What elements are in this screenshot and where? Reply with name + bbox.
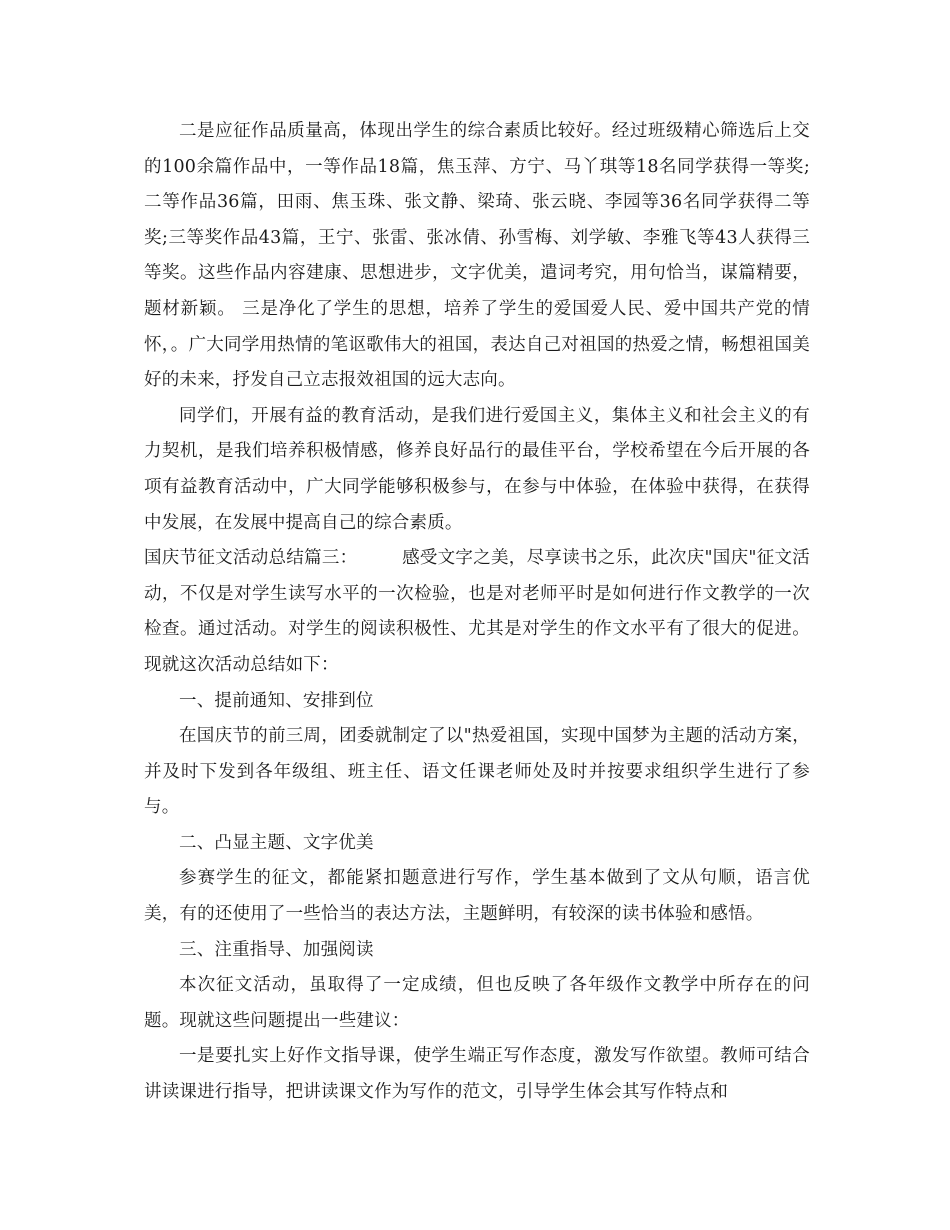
section-heading-guidance-reading: 三、注重指导、加强阅读 <box>179 939 374 960</box>
paragraph-award-results: 二是应征作品质量高，体现出学生的综合素质比较好。经过班级精心筛选后上交的100余篇作品中，一等作品18篇，焦玉萍、方宁、马丫琪等18名同学获得一等奖;二等作品36篇，田雨、焦玉珠、张文静、梁琦、张云晓、李园等36名同学获得二等奖;三等奖作品43篇，王宁、张雷、张冰倩、孙雪梅、刘学敏、李雅飞等43人获得三等奖。这些作品内容建康、思想进步，文字优美，遣词考究，用句恰当，谋篇精要，题材新颖。 三是净化了学生的思想，培养了学生的爱国爱人民、爱中国共产党的情怀，。广大同学用热情的笔讴歌伟大的祖国，表达自己对祖国的热爱之情，畅想祖国美好的未来，抒发自己立志报效祖国的远大志向。 <box>144 121 810 391</box>
section-heading-highlight-theme: 二、凸显主题、文字优美 <box>179 832 374 853</box>
paragraph-activity-plan: 在国庆节的前三周，团委就制定了以"热爱祖国，实现中国梦为主题的活动方案，并及时下发到各年级组、班主任、语文任课老师处及时并按要求组织学生进行了参与。 <box>144 726 810 818</box>
section-heading-advance-notice: 一、提前通知、安排到位 <box>179 690 374 711</box>
paragraph-summary-part-three: 国庆节征文活动总结篇三： 感受文字之美，尽享读书之乐，此次庆"国庆"征文活动，不仅是对学生读写水平的一次检验，也是对老师平时是如何进行作文教学的一次检查。通过活动。对学生的阅读积极性、尤其是对学生的作文水平有了很大的促进。现就这次活动总结如下： <box>144 548 810 675</box>
paragraph-essay-quality: 参赛学生的征文，都能紧扣题意进行写作，学生基本做到了文从句顺，语言优美，有的还使用了一些恰当的表达方法，主题鲜明，有较深的读书体验和感悟。 <box>144 868 810 925</box>
document-body <box>144 114 810 1111</box>
paragraph-problems-suggestions: 本次征文活动，虽取得了一定成绩，但也反映了各年级作文教学中所存在的问题。现就这些问题提出一些建议： <box>144 975 810 1031</box>
paragraph-students-address: 同学们，开展有益的教育活动，是我们进行爱国主义，集体主义和社会主义的有力契机，是我们培养积极情感，修养良好品行的最佳平台，学校希望在今后开展的各项有益教育活动中，广大同学能够积极参与，在参与中体验，在体验中获得，在获得中发展，在发展中提高自己的综合素质。 <box>144 405 810 533</box>
paragraph-writing-guidance: 一是要扎实上好作文指导课，使学生端正写作态度，激发写作欲望。教师可结合讲读课进行指导，把讲读课文作为写作的范文，引导学生体会其写作特点和 <box>144 1046 810 1103</box>
